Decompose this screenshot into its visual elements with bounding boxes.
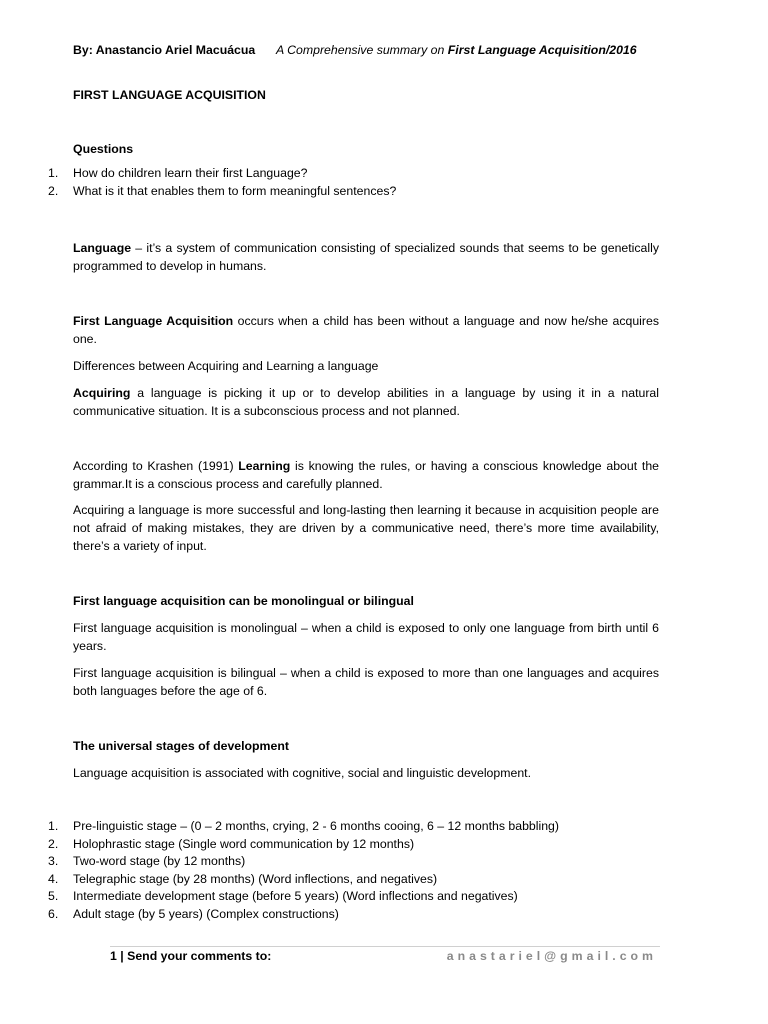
language-definition: Language – it’s a system of communication consisting of specialized sounds that seems to be genetically programmed to develop in humans. xyxy=(73,241,659,273)
acquiring-definition: Acquiring a language is picking it up or to develop abilities in a language by using it in a natural communicative situation. It is a subconscious process and not planned. xyxy=(73,386,659,418)
list-item: 1. Pre-linguistic stage – (0 – 2 months, crying, 2 - 6 months cooing, 6 – 12 months babbling) xyxy=(48,819,559,833)
footer-label: Send your comments to: xyxy=(127,949,272,963)
fla-definition: First Language Acquisition occurs when a child has been without a language and now he/she acquires one. xyxy=(73,314,660,346)
list-item: 4. Telegraphic stage (by 28 months) (Word inflections, and negatives) xyxy=(48,871,438,886)
stages-list xyxy=(48,818,559,924)
summary-line: A Comprehensive summary on First Language Acquisition/2016 xyxy=(276,43,637,57)
stages-heading: The universal stages of development xyxy=(73,739,289,753)
list-item: 2. What is it that enables them to form meaningful sentences? xyxy=(48,183,397,198)
questions-list xyxy=(48,165,396,200)
page-header xyxy=(73,43,637,57)
questions-heading: Questions xyxy=(73,142,134,156)
footer-divider xyxy=(110,946,660,947)
stages-intro: Language acquisition is associated with cognitive, social and linguistic development. xyxy=(73,766,531,780)
monolingual-paragraph: First language acquisition is monolingual – when a child is exposed to only one language from birth until 6 years. xyxy=(73,621,659,653)
differences-heading: Differences between Acquiring and Learning a language xyxy=(73,359,379,373)
list-item: 1. How do children learn their first Language? xyxy=(48,166,308,180)
footer-email[interactable]: anastariel@gmail.com xyxy=(446,949,657,963)
comparison-paragraph: Acquiring a language is more successful and long-lasting then learning it because in acquisition people are not afraid of making mistakes, they are driven by a communicative need, there’s more time availability, there’s a variety of input. xyxy=(73,503,659,553)
list-item: 2. Holophrastic stage (Single word communication by 12 months) xyxy=(48,836,415,851)
list-item: 5. Intermediate development stage (before 5 years) (Word inflections and negatives) xyxy=(48,889,518,904)
document-title: FIRST LANGUAGE ACQUISITION xyxy=(73,88,266,102)
page-footer xyxy=(110,949,271,963)
list-item: 3. Two-word stage (by 12 months) xyxy=(48,854,246,869)
learning-definition: According to Krashen (1991) Learning is knowing the rules, or having a conscious knowledge about the grammar.It is a conscious process and carefully planned. xyxy=(73,459,659,491)
author-line: By: Anastancio Ariel Macuácua xyxy=(73,43,256,57)
list-item: 6. Adult stage (by 5 years) (Complex constructions) xyxy=(48,906,339,921)
footer-separator: | xyxy=(120,949,124,963)
mono-bi-heading: First language acquisition can be monolingual or bilingual xyxy=(73,594,414,608)
bilingual-paragraph: First language acquisition is bilingual – when a child is exposed to more than one languages and acquires both languages before the age of 6. xyxy=(73,666,659,698)
page-number: 1 xyxy=(110,949,117,963)
